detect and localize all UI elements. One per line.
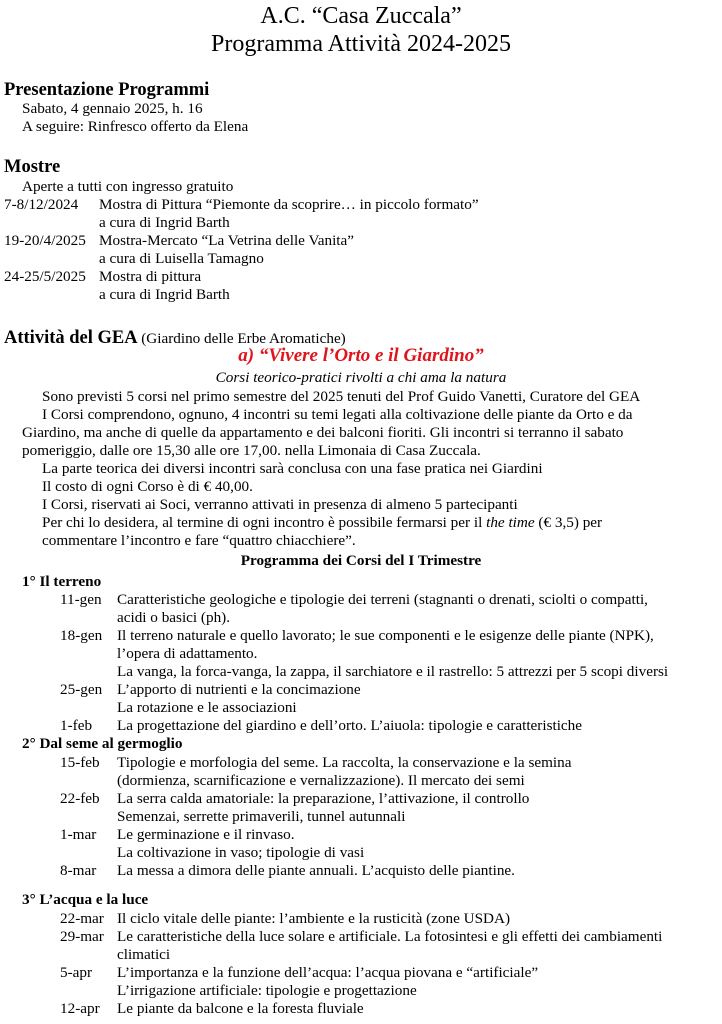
paragraph-italic: the time bbox=[486, 514, 535, 531]
lesson-date: 22-feb bbox=[60, 790, 100, 807]
lesson-text: L’apporto di nutrienti e la concimazione bbox=[117, 681, 361, 698]
paragraph: Il costo di ogni Corso è di € 40,00. bbox=[42, 478, 253, 495]
lesson-text: La messa a dimora delle piante annuali. L’acquisto delle piantine. bbox=[117, 862, 515, 879]
program-title: Programma dei Corsi del I Trimestre bbox=[240, 552, 482, 569]
mostre-intro: Aperte a tutti con ingresso gratuito bbox=[22, 178, 234, 195]
paragraph: Sono previsti 5 corsi nel primo semestre del 2025 tenuti del Prof Guido Vanetti, Curatore del GEA bbox=[42, 388, 641, 405]
presentazione-date: Sabato, 4 gennaio 2025, h. 16 bbox=[22, 100, 203, 117]
lesson-text: La serra calda amatoriale: la preparazione, l’attivazione, il controllo bbox=[117, 790, 530, 807]
lesson-text: La progettazione del giardino e dell’orto. L’aiuola: tipologie e caratteristiche bbox=[117, 717, 583, 734]
lesson-date: 11-gen bbox=[60, 591, 102, 608]
lesson-text: Il terreno naturale e quello lavorato; le sue componenti e le esigenze delle piante (NPK), bbox=[117, 627, 654, 644]
lesson-text: Il ciclo vitale delle piante: l’ambiente e la rusticità (zone USDA) bbox=[117, 910, 511, 927]
section-subtitle: Corsi teorico-pratici rivolti a chi ama la natura bbox=[215, 369, 507, 386]
document-title-line2: Programma Attività 2024-2025 bbox=[211, 31, 511, 57]
mostra-title: Mostra di pittura bbox=[99, 268, 202, 285]
paragraph: I Corsi, riservati ai Soci, verranno attivati in presenza di almeno 5 partecipanti bbox=[42, 496, 518, 513]
mostra-title: Mostra di Pittura “Piemonte da scoprire… in piccolo formato” bbox=[99, 196, 479, 213]
lesson-text: La vanga, la forca-vanga, la zappa, il sarchiatore e il rastrello: 5 attrezzi per 5 scopi diversi bbox=[117, 663, 669, 680]
lesson-text: Le piante da balcone e la foresta fluviale bbox=[117, 1000, 364, 1017]
lesson-text: (dormienza, scarnificazione e vernalizzazione). Il mercato dei semi bbox=[117, 772, 525, 789]
document-title-line1: A.C. “Casa Zuccala” bbox=[260, 3, 462, 29]
lesson-text: La coltivazione in vaso; tipologie di vasi bbox=[117, 844, 365, 861]
gea-heading-subtitle: (Giardino delle Erbe Aromatiche) bbox=[141, 330, 346, 347]
lesson-date: 1-mar bbox=[60, 826, 97, 843]
lesson-date: 5-apr bbox=[60, 964, 93, 981]
mostre-heading: Mostre bbox=[4, 157, 61, 177]
mostra-title: Mostra-Mercato “La Vetrina delle Vanita” bbox=[99, 232, 354, 249]
lesson-text: Le germinazione e il rinvaso. bbox=[117, 826, 295, 843]
lesson-date: 22-mar bbox=[60, 910, 104, 927]
mostra-date: 7-8/12/2024 bbox=[4, 196, 79, 213]
lesson-date: 8-mar bbox=[60, 862, 97, 879]
gea-heading-title: Attività del GEA bbox=[4, 328, 137, 348]
lesson-date: 18-gen bbox=[60, 627, 103, 644]
course-heading: 1° Il terreno bbox=[22, 573, 102, 590]
presentazione-note: A seguire: Rinfresco offerto da Elena bbox=[22, 118, 249, 135]
lesson-date: 25-gen bbox=[60, 681, 103, 698]
lesson-date: 12-apr bbox=[60, 1000, 100, 1017]
presentazione-heading: Presentazione Programmi bbox=[4, 80, 210, 100]
lesson-text: Semenzai, serrette primaverili, tunnel autunnali bbox=[117, 808, 406, 825]
paragraph bbox=[42, 514, 602, 532]
paragraph-text: (€ 3,5) per bbox=[534, 514, 603, 531]
mostra-date: 19-20/4/2025 bbox=[4, 232, 86, 249]
paragraph: pomeriggio, dalle ore 15,30 alle ore 17,00. nella Limonaia di Casa Zuccala. bbox=[22, 442, 481, 459]
lesson-date: 29-mar bbox=[60, 928, 104, 945]
lesson-text: L’importanza e la funzione dell’acqua: l’acqua piovana e “artificiale” bbox=[117, 964, 539, 981]
lesson-text: acidi o basici (ph). bbox=[117, 609, 231, 626]
lesson-text: l’opera di adattamento. bbox=[117, 645, 258, 662]
mostra-curator: a cura di Luisella Tamagno bbox=[99, 250, 264, 267]
lesson-text: Le caratteristiche della luce solare e artificiale. La fotosintesi e gli effetti dei cambiamenti bbox=[117, 928, 663, 945]
lesson-date: 1-feb bbox=[60, 717, 93, 734]
lesson-text: Caratteristiche geologiche e tipologie dei terreni (stagnanti o drenati, sciolti o compatti, bbox=[117, 591, 648, 608]
paragraph: commentare l’incontro e fare “quattro chiacchiere”. bbox=[42, 532, 356, 549]
lesson-date: 15-feb bbox=[60, 754, 100, 771]
lesson-text: La rotazione e le associazioni bbox=[117, 699, 297, 716]
paragraph: Giardino, ma anche di quelle da appartamento e dei balconi fioriti. Gli incontri si terranno il sabato bbox=[22, 424, 624, 441]
course-heading: 3° L’acqua e la luce bbox=[22, 891, 149, 908]
lesson-text: Tipologie e morfologia del seme. La raccolta, la conservazione e la semina bbox=[117, 754, 572, 771]
section-title: a) “Vivere l’Orto e il Giardino” bbox=[238, 345, 484, 366]
paragraph: I Corsi comprendono, ognuno, 4 incontri su temi legati alla coltivazione delle piante da Orto e da bbox=[42, 406, 633, 423]
mostra-curator: a cura di Ingrid Barth bbox=[99, 214, 230, 231]
paragraph: La parte teorica dei diversi incontri sarà conclusa con una fase pratica nei Giardini bbox=[42, 460, 543, 477]
mostra-date: 24-25/5/2025 bbox=[4, 268, 86, 285]
mostra-curator: a cura di Ingrid Barth bbox=[99, 286, 230, 303]
lesson-text: L’irrigazione artificiale: tipologie e progettazione bbox=[117, 982, 417, 999]
course-heading: 2° Dal seme al germoglio bbox=[22, 735, 183, 752]
lesson-text: climatici bbox=[117, 946, 171, 963]
paragraph-text: Per chi lo desidera, al termine di ogni incontro è possibile fermarsi per il bbox=[42, 514, 487, 531]
